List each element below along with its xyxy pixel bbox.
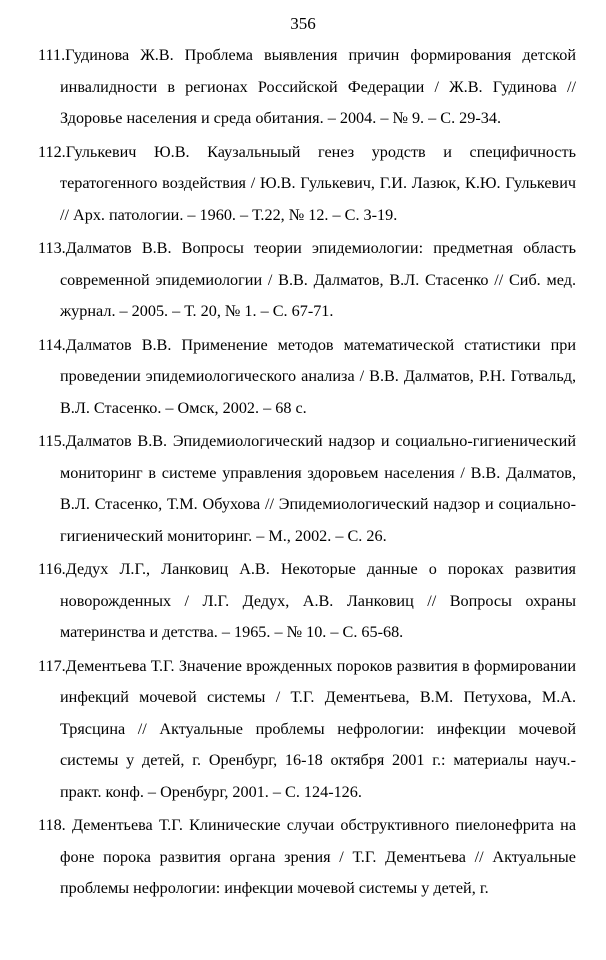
bibliography-entry-116 [38, 554, 576, 649]
entry-number: 118. [38, 816, 72, 834]
bibliography-entry-112 [38, 137, 576, 232]
entry-number: 115. [38, 432, 66, 450]
entry-text: Далматов В.В. Применение методов математической статистики при проведении эпидемиологического анализа / В.В. Далматов, Р.Н. Готвальд, В.Л. Стасенко. – Омск, 2002. – 68 с. [60, 335, 576, 417]
entry-text: Дедух Л.Г., Ланковиц А.В. Некоторые данные о пороках развития новорожденных / Л.Г. Дедух, А.В. Ланковиц // Вопросы охраны материнства и детства. – 1965. – № 10. – С. 65-68. [60, 560, 576, 641]
entry-text: Гудинова Ж.В. Проблема выявления причин формирования детской инвалидности в регионах Российской Федерации / Ж.В. Гудинова // Здоровье населения и среда обитания. – 2004. – № 9. – С. 29-34. [60, 46, 576, 127]
entry-number: 114. [38, 335, 66, 354]
bibliography-entry-118 [38, 810, 576, 905]
entry-text: Далматов В.В. Вопросы теории эпидемиологии: предметная область современной эпидемиологии / В.В. Далматов, В.Л. Стасенко // Сиб. мед. журнал. – 2005. – Т. 20, № 1. – С. 67-71. [60, 239, 576, 320]
entry-text: Далматов В.В. Эпидемиологический надзор и социально-гигиенический мониторинг в системе управления здоровьем населения / В.В. Далматов, В.Л. Стасенко, Т.М. Обухова // Эпидемиологический надзор и социально-гигиенический мониторинг. – М., 2002. – С. 26. [60, 432, 576, 545]
bibliography-list [38, 40, 576, 907]
entry-number: 111. [38, 46, 66, 64]
entry-number: 117. [38, 656, 66, 675]
entry-number: 113. [38, 239, 66, 257]
entry-number: 112. [38, 142, 66, 161]
bibliography-entry-115 [38, 426, 576, 552]
entry-text: Дементьева Т.Г. Клинические случаи обструктивного пиелонефрита на фоне порока развития органа зрения / Т.Г. Дементьева // Актуальные проблемы нефрологии: инфекции мочевой системы у детей, г. [60, 816, 577, 897]
entry-text: Дементьева Т.Г. Значение врожденных пороков развития в формировании инфекций мочевой системы / Т.Г. Дементьева, В.М. Петухова, М.А. Трясцина // Актуальные проблемы нефрологии: инфекции мочевой системы у детей, г. Оренбург, 16-18 октября 2001 г.: материалы науч.-практ. конф. – Оренбург, 2001. – С. 124-126. [60, 656, 576, 801]
page-number: 356 [290, 14, 316, 33]
bibliography-entry-114 [38, 330, 576, 425]
bibliography-entry-117 [38, 651, 576, 809]
entry-text: Гулькевич Ю.В. Каузальныый генез уродств и специфичность тератогенного воздействия / Ю.В. Гулькевич, Г.И. Лазюк, К.Ю. Гулькевич // Арх. патологии. – 1960. – Т.22, № 12. – С. 3-19. [60, 142, 576, 224]
entry-number: 116. [38, 560, 66, 578]
bibliography-entry-111 [38, 40, 576, 135]
bibliography-entry-113 [38, 233, 576, 328]
